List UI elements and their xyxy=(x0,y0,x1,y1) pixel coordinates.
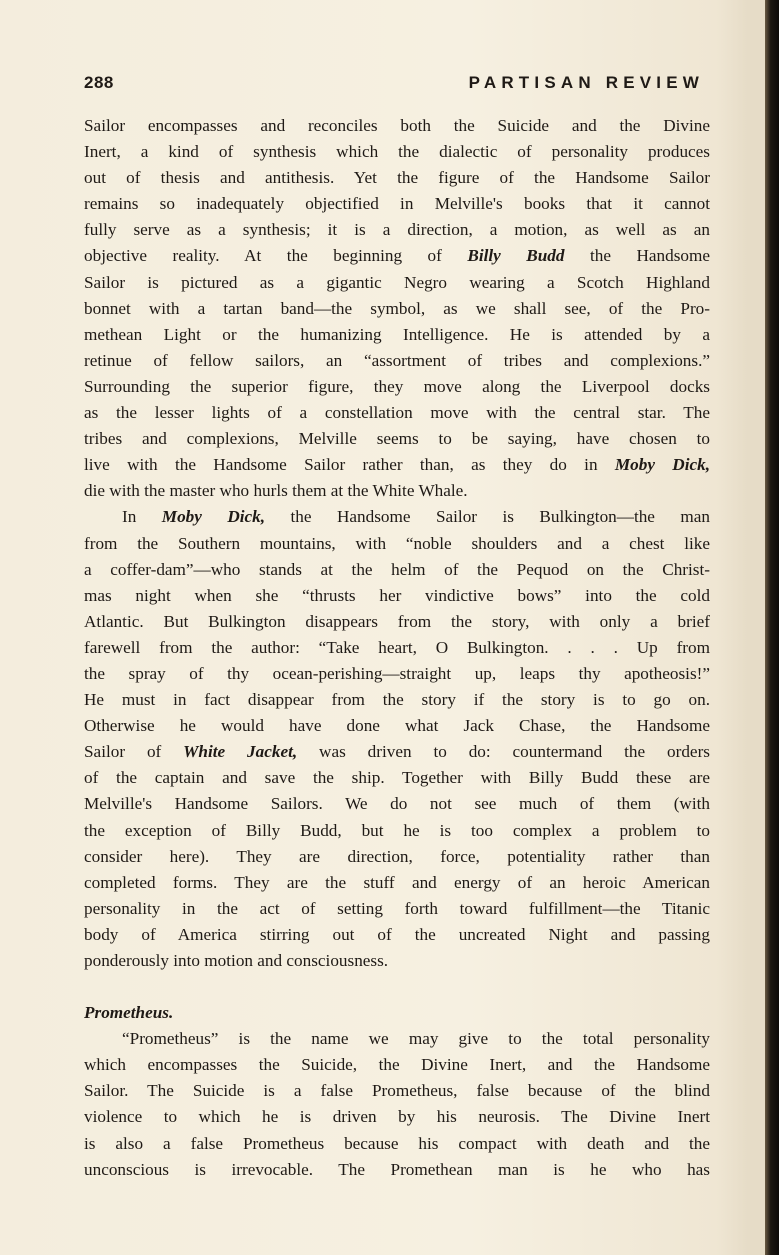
text-line: die with the master who hurls them at the White Whale. xyxy=(84,481,468,501)
text-line: “Prometheus” is the name we may give to the total personality xyxy=(122,1029,710,1049)
text-segment: live with the Handsome Sailor rather than, as they do in xyxy=(84,455,615,475)
text-line: Sailor encompasses and reconciles both the Suicide and the Divine xyxy=(84,116,710,135)
text-segment: In xyxy=(122,507,162,527)
text-line: Inert, a kind of synthesis which the dialectic of personality produces xyxy=(84,142,710,162)
text-segment: the Handsome xyxy=(564,246,710,266)
text-line xyxy=(84,739,710,765)
text-line: farewell from the author: “Take heart, O Bulkington. . . . Up from xyxy=(84,637,710,657)
text-line xyxy=(84,452,710,478)
text-line: a coffer-dam”—who stands at the helm of the Pequod on the Christ- xyxy=(84,559,710,579)
text-line: personality in the act of setting forth toward fulfillment—the Titanic xyxy=(84,898,710,918)
text-segment: objective reality. At the beginning of xyxy=(84,246,468,266)
text-line: completed forms. They are the stuff and energy of an heroic American xyxy=(84,872,710,892)
text-line: methean Light or the humanizing Intelligence. He is attended by a xyxy=(84,324,710,344)
section-gap xyxy=(84,974,710,1000)
page-header xyxy=(84,73,704,99)
text-line: mas night when she “thrusts her vindictive bows” into the cold xyxy=(84,585,710,605)
text-line: Atlantic. But Bulkington disappears from the story, with only a brief xyxy=(84,611,710,631)
book-spine-edge xyxy=(765,0,779,1255)
text-segment: Sailor of xyxy=(84,742,184,762)
book-title: Moby Dick, xyxy=(161,507,266,527)
body-text xyxy=(84,113,710,1183)
text-line: bonnet with a tartan band—the symbol, as we shall see, of the Pro- xyxy=(84,298,710,318)
text-line: Otherwise he would have done what Jack Chase, the Handsome xyxy=(84,716,710,736)
text-line: Sailor. The Suicide is a false Prometheus, false because of the blind xyxy=(84,1081,710,1101)
text-line: tribes and complexions, Melville seems to be saying, have chosen to xyxy=(84,429,710,449)
text-line: from the Southern mountains, with “noble shoulders and a chest like xyxy=(84,533,710,553)
text-segment: the Handsome Sailor is Bulkington—the man xyxy=(265,507,710,527)
text-line: is also a false Prometheus because his compact with death and the xyxy=(84,1133,710,1153)
text-line: consider here). They are direction, force, potentiality rather than xyxy=(84,846,710,866)
text-line: which encompasses the Suicide, the Divine Inert, and the Handsome xyxy=(84,1055,710,1075)
text-line: remains so inadequately objectified in Melville's books that it cannot xyxy=(84,194,710,214)
text-line: the exception of Billy Budd, but he is too complex a problem to xyxy=(84,820,710,840)
text-line: Sailor is pictured as a gigantic Negro wearing a Scotch Highland xyxy=(84,272,710,292)
section-heading: Prometheus. xyxy=(84,1003,174,1023)
text-line: retinue of fellow sailors, an “assortment of tribes and complexions.” xyxy=(84,350,710,370)
text-line: fully serve as a synthesis; it is a direction, a motion, as well as an xyxy=(84,220,710,240)
text-line: body of America stirring out of the uncreated Night and passing xyxy=(84,924,710,944)
text-line: the spray of thy ocean-perishing—straight up, leaps thy apotheosis!” xyxy=(84,663,710,683)
text-line: violence to which he is driven by his neurosis. The Divine Inert xyxy=(84,1107,710,1127)
text-segment: was driven to do: countermand the orders xyxy=(297,742,710,762)
text-line: as the lesser lights of a constellation move with the central star. The xyxy=(84,403,710,423)
book-title: White Jacket, xyxy=(183,742,298,762)
running-head: PARTISAN REVIEW xyxy=(468,73,704,92)
text-line: Melville's Handsome Sailors. We do not see much of them (with xyxy=(84,794,710,814)
text-line: out of thesis and antithesis. Yet the figure of the Handsome Sailor xyxy=(84,168,710,188)
text-line: unconscious is irrevocable. The Promethean man is he who has xyxy=(84,1159,710,1179)
text-line xyxy=(84,243,710,269)
page-number: 288 xyxy=(84,73,114,92)
text-line: of the captain and save the ship. Together with Billy Budd these are xyxy=(84,768,710,788)
book-title: Billy Budd xyxy=(467,246,565,266)
text-line: Surrounding the superior figure, they move along the Liverpool docks xyxy=(84,376,710,396)
text-line: He must in fact disappear from the story if the story is to go on. xyxy=(84,690,710,710)
text-line: ponderously into motion and consciousness. xyxy=(84,951,389,970)
book-title: Moby Dick, xyxy=(614,455,710,475)
text-line xyxy=(84,504,710,530)
